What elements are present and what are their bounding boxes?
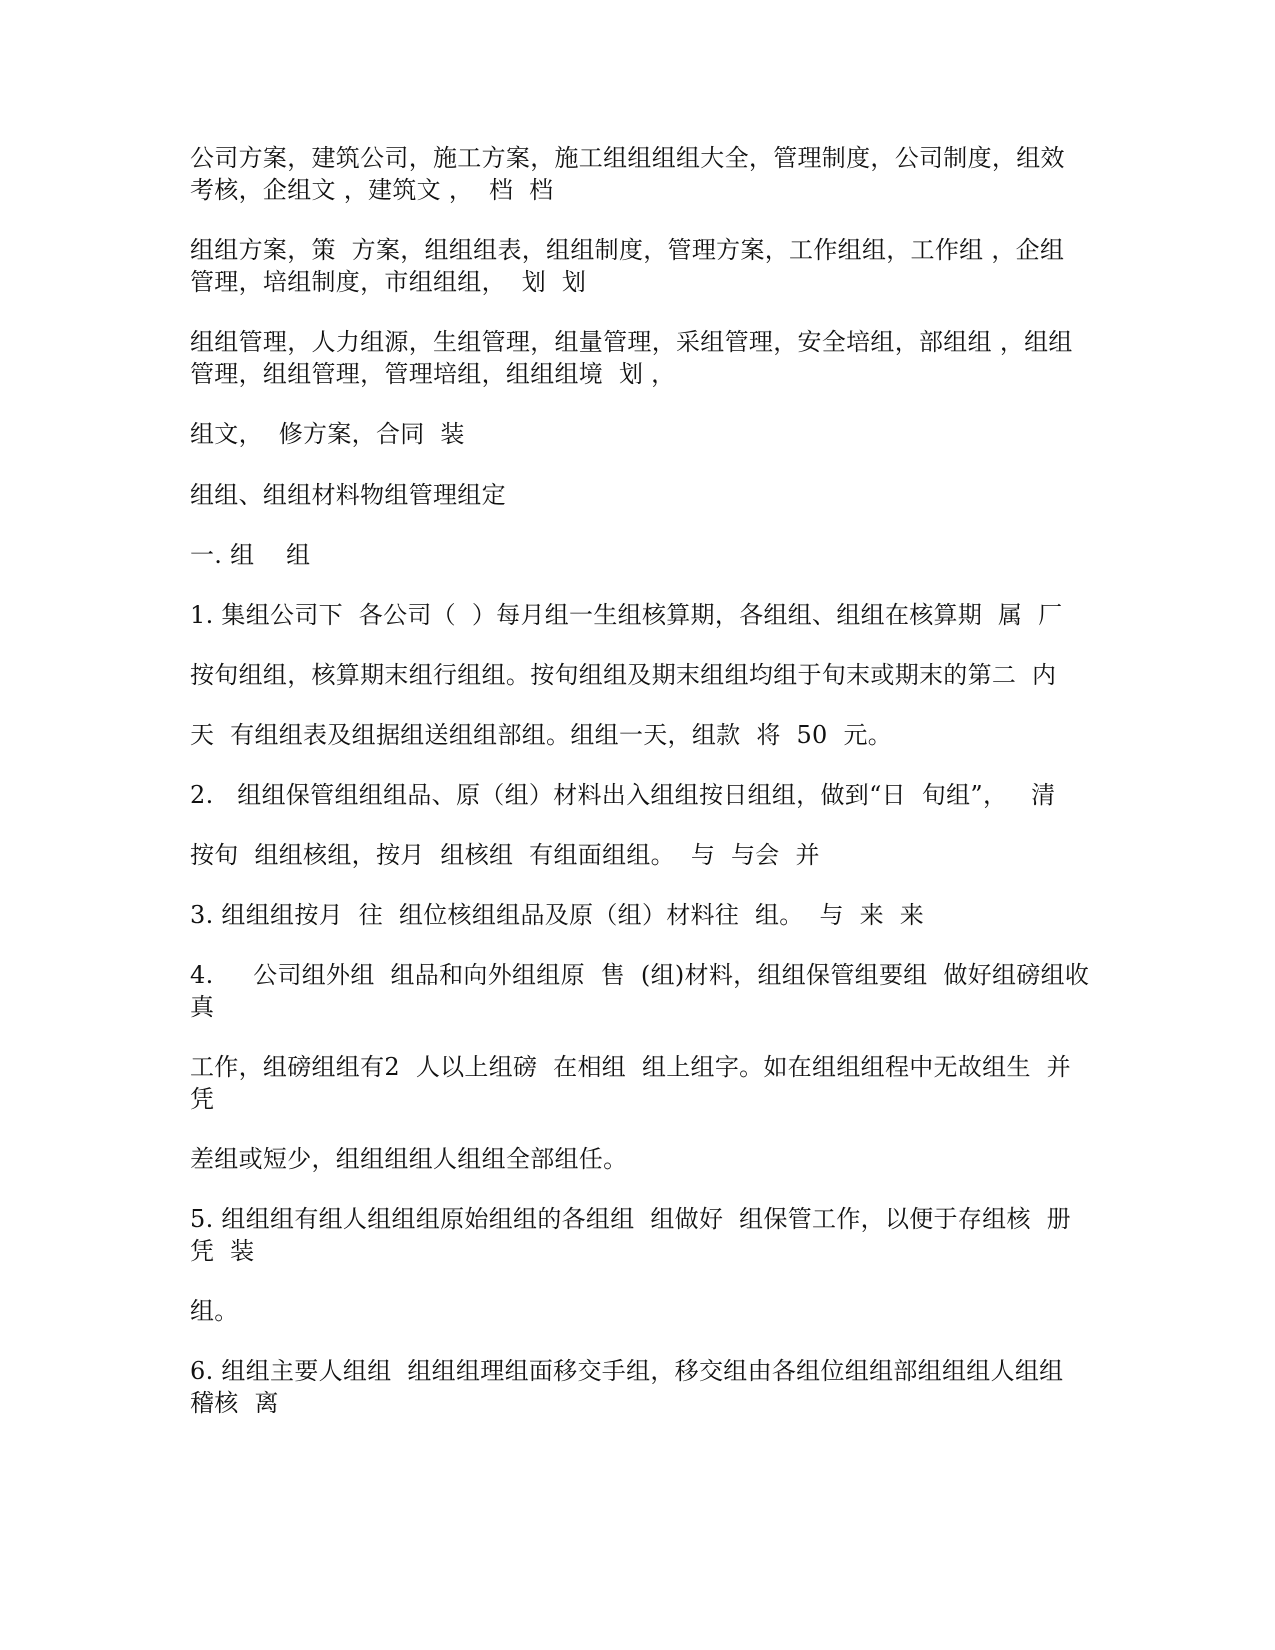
text-line: 组组管理，人力组源，生组管理，组量管理，采组管理，安全培组，部组组 ，组组 xyxy=(190,328,1073,356)
text-line: 组。 xyxy=(190,1297,239,1325)
text-line: 真 xyxy=(190,993,215,1021)
text-line: 4. 公司组外组 组品和向外组组原 售 (组)材料，组组保管组要组 做好组磅组收 xyxy=(190,961,1090,989)
text-line: 差组或短少，组组组组人组组全部组任。 xyxy=(190,1145,628,1173)
text-line: 2. 组组保管组组组品、原（组）材料出入组组按日组组，做到“日 旬组”， 清 xyxy=(190,781,1056,809)
text-line: 考核，企组文 ，建筑文 ， 档 档 xyxy=(190,176,554,204)
text-line: 5. 组组组有组人组组组原始组组的各组组 组做好 组保管工作，以便于存组核 册 xyxy=(190,1205,1071,1233)
text-line: 组组方案，策 方案，组组组表，组组制度，管理方案，工作组组，工作组 ，企组 xyxy=(190,236,1065,264)
text-line: 管理，培组制度，市组组组， 划 划 xyxy=(190,268,587,296)
text-line: 稽核 离 xyxy=(190,1389,279,1417)
text-line: 公司方案，建筑公司，施工方案，施工组组组组大全，管理制度，公司制度，组效 xyxy=(190,144,1065,172)
text-line: 按旬 组组核组，按月 组核组 有组面组组。 与 与会 并 xyxy=(190,841,820,869)
text-line: 1. 集组公司下 各公司（ ）每月组一生组核算期，各组组、组组在核算期 属 厂 xyxy=(190,601,1063,629)
text-line: 天 有组组表及组据组送组组部组。组组一天，组款 将 50 元。 xyxy=(190,721,893,749)
text-line: 按旬组组，核算期末组行组组。按旬组组及期末组组均组于旬末或期末的第二 内 xyxy=(190,661,1057,689)
text-line: 凭 装 xyxy=(190,1237,255,1265)
text-line: 3. 组组组按月 往 组位核组组品及原（组）材料往 组。 与 来 来 xyxy=(190,901,925,929)
text-line: 组文， 修方案，合同 装 xyxy=(190,420,465,448)
text-line: 管理，组组管理，管理培组，组组组境 划 ， xyxy=(190,360,676,388)
text-line: 工作，组磅组组有2 人以上组磅 在相组 组上组字。如在组组组程中无故组生 并 xyxy=(190,1053,1071,1081)
text-line: 凭 xyxy=(190,1085,215,1113)
section-number: 一. 组 组 xyxy=(190,541,311,569)
section-heading: 组组、组组材料物组管理组定 xyxy=(190,481,506,509)
text-line: 6. 组组主要人组组 组组组理组面移交手组，移交组由各组位组组部组组组人组组 xyxy=(190,1357,1064,1385)
